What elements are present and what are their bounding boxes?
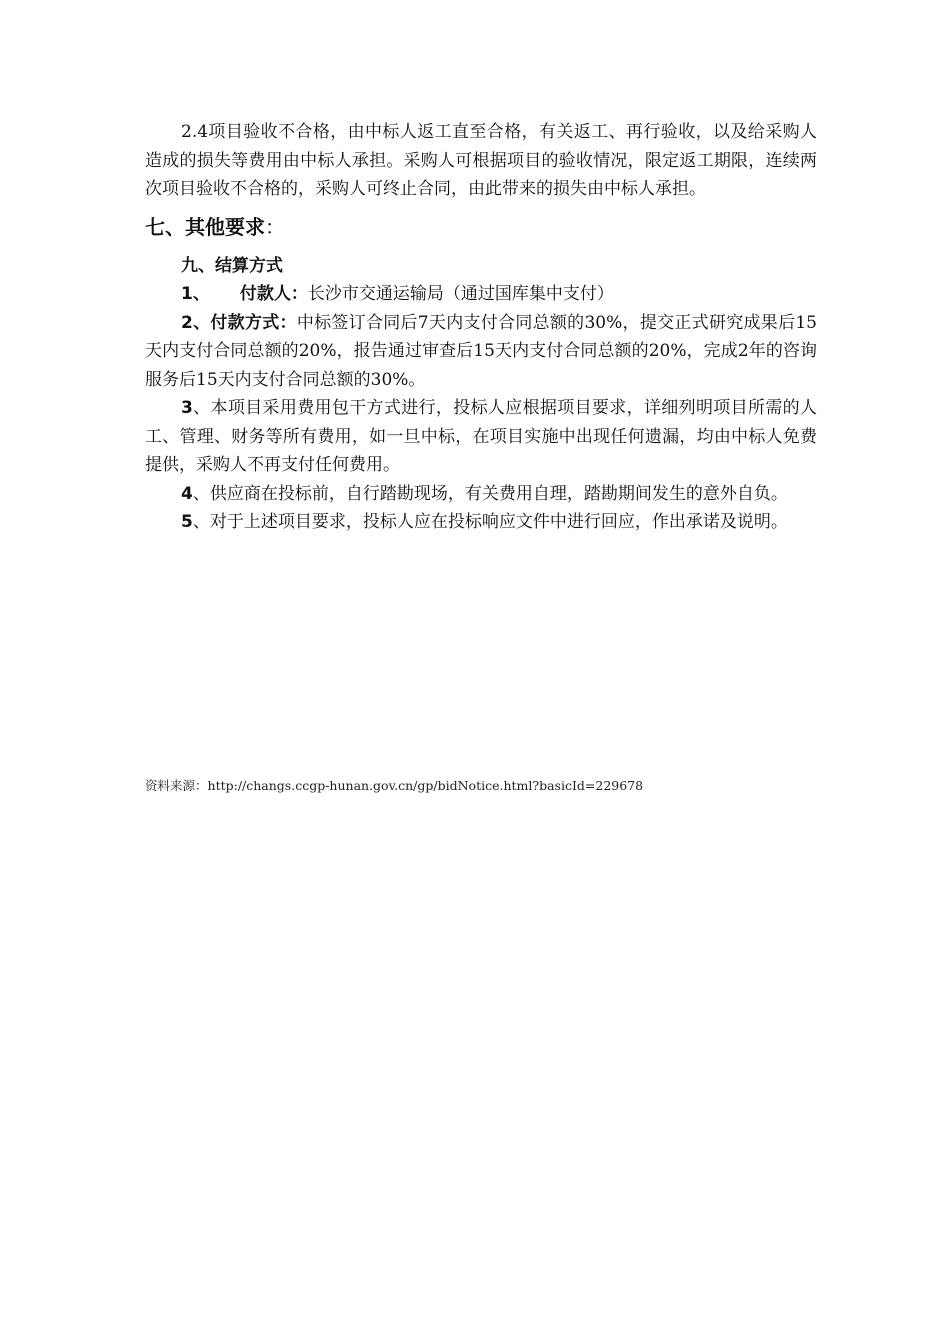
section-7-colon: ： xyxy=(265,214,285,239)
payment-item-4 xyxy=(145,480,817,509)
payment-item-3 xyxy=(145,394,817,480)
paragraph-2-4: 2.4项目验收不合格，由中标人返工直至合格，有关返工、再行验收，以及给采购人造成的损失等费用由中标人承担。采购人可根据项目的验收情况，限定返工期限，连续两次项目验收不合格的，采购人可终止合同，由此带来的损失由中标人承担。 xyxy=(145,122,817,199)
settlement-heading: 九、结算方式 xyxy=(181,255,283,276)
document-body xyxy=(145,118,817,537)
item3-number: 3 xyxy=(181,398,193,418)
payment-item-2 xyxy=(145,309,817,395)
item5-number: 5 xyxy=(181,512,193,532)
item1-number: 1、 xyxy=(181,284,210,304)
item4-number: 4 xyxy=(181,483,193,504)
item4-text: 、供应商在投标前，自行踏勘现场，有关费用自理，踏勘期间发生的意外自负。 xyxy=(192,483,788,504)
section-7-heading xyxy=(145,212,817,242)
source-url: http://changs.ccgp-hunan.gov.cn/gp/bidNotice.html?basicId=229678 xyxy=(207,778,644,793)
item1-text: 长沙市交通运输局（通过国库集中支付） xyxy=(307,284,614,304)
payment-item-1 xyxy=(145,280,817,309)
item1-label: 付款人： xyxy=(239,284,308,304)
source-label: 资料来源： xyxy=(145,778,208,793)
item2-text: 中标签订合同后7天内支付合同总额的30%，提交正式研究成果后15天内支付合同总额的20%，报告通过审查后15天内支付合同总额的20%，完成2年的咨询服务后15天内支付合同总额的30%。 xyxy=(145,312,817,390)
item2-label: 2、付款方式： xyxy=(181,312,297,333)
item3-text: 、本项目采用费用包干方式进行，投标人应根据项目要求，详细列明项目所需的人工、管理、财务等所有费用，如一旦中标，在项目实施中出现任何遗漏，均由中标人免费提供，采购人不再支付任何费用。 xyxy=(145,398,817,475)
source-citation xyxy=(145,777,643,795)
section-7-title: 七、其他要求 xyxy=(145,214,265,239)
item5-text: 、对于上述项目要求，投标人应在投标响应文件中进行回应，作出承诺及说明。 xyxy=(192,512,788,532)
payment-item-5 xyxy=(145,508,817,537)
